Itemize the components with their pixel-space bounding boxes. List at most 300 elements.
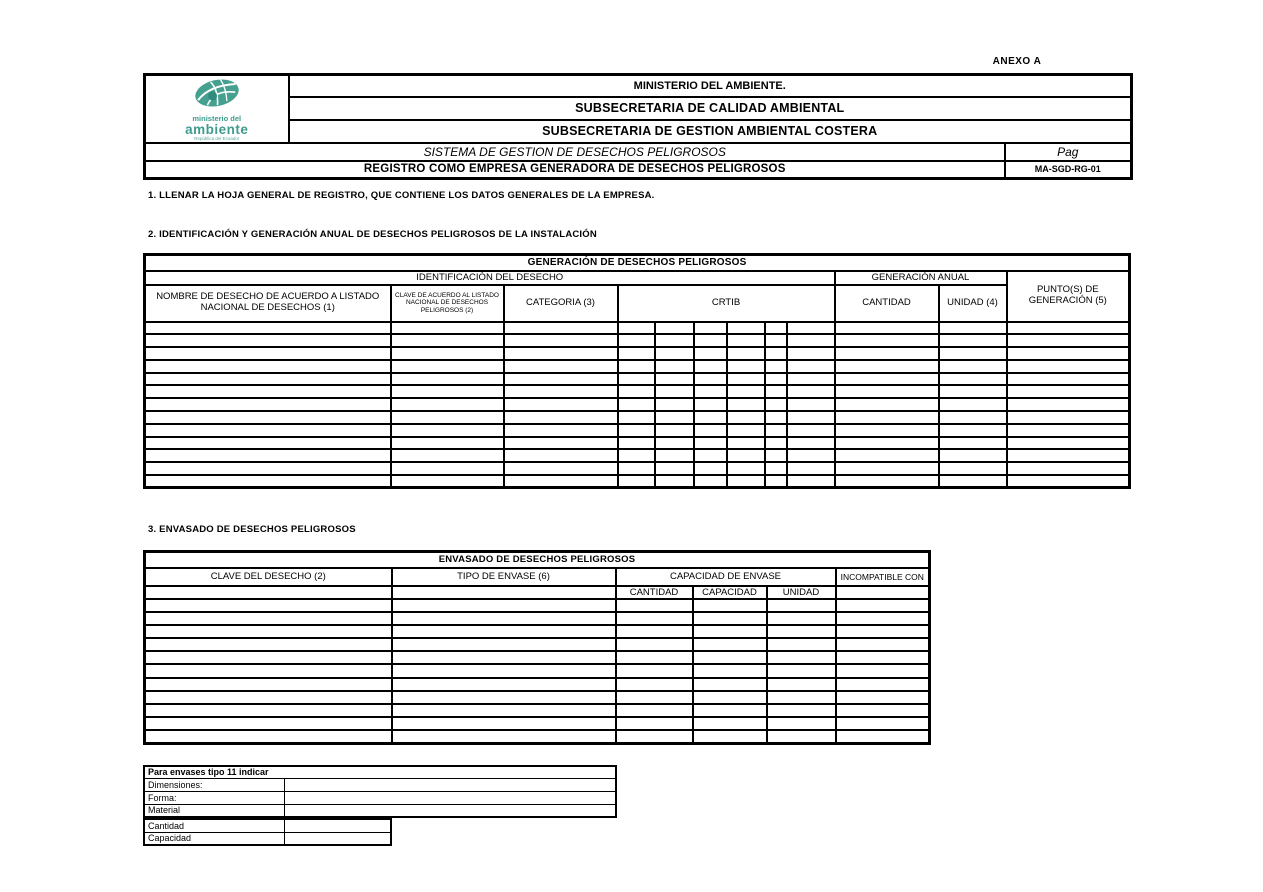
- empty-cell: [836, 599, 930, 612]
- empty-cell: [694, 411, 727, 424]
- empty-cell: [836, 664, 930, 677]
- empty-cell: [655, 424, 694, 437]
- empty-cell: [145, 411, 391, 424]
- empty-cell: [727, 360, 765, 373]
- empty-cell: [392, 704, 616, 717]
- empty-cell: [616, 678, 693, 691]
- empty-row: [145, 678, 930, 691]
- empty-cell: [504, 347, 618, 360]
- empty-cell: [787, 373, 835, 386]
- empty-cell: [655, 322, 694, 335]
- empty-cell: [618, 449, 655, 462]
- empty-cell: [765, 322, 787, 335]
- empty-cell: [145, 678, 392, 691]
- empty-cell: [693, 704, 767, 717]
- empty-cell: [765, 347, 787, 360]
- empty-cell: [655, 437, 694, 450]
- subcolumn-capacidad: CAPACIDAD: [693, 586, 767, 599]
- empty-cell: [616, 717, 693, 730]
- empty-cell: [727, 437, 765, 450]
- empty-cell: [765, 398, 787, 411]
- generation-table: [143, 253, 1131, 489]
- empty-cell: [392, 612, 616, 625]
- empty-cell: [836, 612, 930, 625]
- empty-cell: [655, 411, 694, 424]
- empty-cell: [693, 625, 767, 638]
- empty-cell: [727, 373, 765, 386]
- empty-row: [145, 385, 1130, 398]
- empty-cell: [618, 411, 655, 424]
- empty-cell: [727, 322, 765, 335]
- header-form-code: MA-SGD-RG-01: [1005, 161, 1132, 179]
- empty-cell: [504, 411, 618, 424]
- empty-cell: [391, 411, 504, 424]
- empty-cell: [391, 347, 504, 360]
- empty-row: [145, 424, 1130, 437]
- empty-cell: [836, 730, 930, 743]
- packaging-table: [143, 550, 931, 745]
- empty-cell: [694, 449, 727, 462]
- empty-cell: [504, 462, 618, 475]
- empty-cell: [835, 360, 939, 373]
- empty-cell: [693, 664, 767, 677]
- empty-cell: [655, 385, 694, 398]
- empty-cell: [694, 424, 727, 437]
- subheader-empty-clave: [145, 586, 392, 599]
- empty-row: [145, 360, 1130, 373]
- empty-cell: [727, 424, 765, 437]
- empty-cell: [787, 462, 835, 475]
- envase-tipo11-table: [143, 765, 617, 818]
- empty-cell: [835, 449, 939, 462]
- envase-tipo11-title: Para envases tipo 11 indicar: [144, 766, 616, 778]
- empty-cell: [693, 730, 767, 743]
- empty-row: [145, 437, 1130, 450]
- envase-tipo11-table-extra: [143, 818, 392, 846]
- empty-cell: [836, 717, 930, 730]
- empty-cell: [145, 475, 391, 488]
- empty-cell: [145, 360, 391, 373]
- empty-cell: [765, 475, 787, 488]
- empty-cell: [693, 599, 767, 612]
- empty-cell: [655, 347, 694, 360]
- empty-cell: [765, 462, 787, 475]
- empty-cell: [145, 437, 391, 450]
- label-cantidad: Cantidad: [144, 819, 284, 832]
- subheader-empty-tipo: [392, 586, 616, 599]
- empty-cell: [618, 334, 655, 347]
- empty-cell: [835, 385, 939, 398]
- label-capacidad: Capacidad: [144, 832, 284, 845]
- empty-cell: [391, 475, 504, 488]
- empty-cell: [694, 347, 727, 360]
- empty-row: [145, 730, 930, 743]
- empty-cell: [765, 449, 787, 462]
- empty-row: [145, 449, 1130, 462]
- empty-cell: [767, 678, 836, 691]
- empty-cell: [765, 424, 787, 437]
- empty-cell: [1007, 424, 1130, 437]
- empty-cell: [145, 599, 392, 612]
- empty-cell: [392, 638, 616, 651]
- column-categoria: CATEGORIA (3): [504, 285, 618, 322]
- header-form-title: REGISTRO COMO EMPRESA GENERADORA DE DESECHOS PELIGROSOS: [145, 161, 1005, 179]
- empty-cell: [1007, 347, 1130, 360]
- empty-cell: [765, 334, 787, 347]
- empty-cell: [727, 334, 765, 347]
- empty-cell: [504, 449, 618, 462]
- empty-cell: [391, 322, 504, 335]
- column-crtib: CRTIB: [618, 285, 835, 322]
- empty-row: [145, 462, 1130, 475]
- empty-row: [145, 373, 1130, 386]
- empty-cell: [1007, 411, 1130, 424]
- empty-cell: [391, 360, 504, 373]
- empty-cell: [391, 449, 504, 462]
- empty-cell: [836, 625, 930, 638]
- empty-cell: [787, 437, 835, 450]
- empty-row: [145, 347, 1130, 360]
- empty-cell: [145, 717, 392, 730]
- empty-cell: [767, 625, 836, 638]
- empty-cell: [939, 449, 1007, 462]
- empty-row: [145, 612, 930, 625]
- empty-cell: [145, 398, 391, 411]
- empty-cell: [145, 347, 391, 360]
- label-dimensiones: Dimensiones:: [144, 778, 284, 791]
- empty-cell: [787, 411, 835, 424]
- empty-cell: [1007, 437, 1130, 450]
- value-cantidad: [284, 819, 391, 832]
- empty-cell: [767, 664, 836, 677]
- empty-cell: [616, 638, 693, 651]
- empty-row: [145, 475, 1130, 488]
- empty-cell: [618, 424, 655, 437]
- empty-cell: [504, 437, 618, 450]
- empty-cell: [787, 424, 835, 437]
- empty-cell: [787, 347, 835, 360]
- empty-cell: [145, 462, 391, 475]
- empty-cell: [694, 475, 727, 488]
- empty-cell: [765, 373, 787, 386]
- ministry-logo: [145, 75, 289, 143]
- empty-row: [145, 625, 930, 638]
- empty-cell: [618, 462, 655, 475]
- logo-text-line1: ministerio del: [192, 114, 242, 123]
- empty-cell: [655, 398, 694, 411]
- empty-cell: [767, 651, 836, 664]
- empty-cell: [727, 398, 765, 411]
- column-incompatible-con: INCOMPATIBLE CON: [836, 568, 930, 586]
- empty-cell: [145, 612, 392, 625]
- empty-cell: [765, 385, 787, 398]
- empty-cell: [145, 385, 391, 398]
- group-capacidad-envase: CAPACIDAD DE ENVASE: [616, 568, 836, 586]
- empty-cell: [787, 360, 835, 373]
- empty-cell: [504, 334, 618, 347]
- empty-cell: [392, 651, 616, 664]
- value-dimensiones: [284, 778, 616, 791]
- empty-cell: [939, 347, 1007, 360]
- empty-cell: [1007, 475, 1130, 488]
- empty-cell: [145, 704, 392, 717]
- instruction-step2: 2. IDENTIFICACIÓN Y GENERACIÓN ANUAL DE DESECHOS PELIGROSOS DE LA INSTALACIÓN: [148, 229, 597, 240]
- empty-row: [145, 599, 930, 612]
- empty-cell: [694, 373, 727, 386]
- empty-cell: [392, 599, 616, 612]
- empty-cell: [836, 678, 930, 691]
- logo-text-line3: República del Ecuador: [194, 136, 240, 141]
- empty-cell: [939, 334, 1007, 347]
- empty-cell: [392, 691, 616, 704]
- empty-cell: [655, 334, 694, 347]
- empty-cell: [391, 373, 504, 386]
- group-identificacion: IDENTIFICACIÓN DEL DESECHO: [145, 271, 835, 285]
- empty-cell: [727, 385, 765, 398]
- empty-cell: [765, 360, 787, 373]
- packaging-table-body: [145, 599, 930, 744]
- empty-cell: [939, 373, 1007, 386]
- empty-cell: [504, 424, 618, 437]
- empty-cell: [504, 360, 618, 373]
- empty-cell: [939, 462, 1007, 475]
- empty-cell: [693, 638, 767, 651]
- empty-cell: [1007, 462, 1130, 475]
- empty-cell: [391, 334, 504, 347]
- empty-cell: [145, 625, 392, 638]
- empty-cell: [727, 462, 765, 475]
- empty-cell: [1007, 398, 1130, 411]
- empty-cell: [392, 625, 616, 638]
- empty-cell: [835, 475, 939, 488]
- header-system: SISTEMA DE GESTION DE DESECHOS PELIGROSOS: [145, 143, 1005, 161]
- column-cantidad: CANTIDAD: [835, 285, 939, 322]
- empty-cell: [145, 449, 391, 462]
- label-forma: Forma:: [144, 791, 284, 804]
- empty-cell: [504, 322, 618, 335]
- column-unidad: UNIDAD (4): [939, 285, 1007, 322]
- empty-cell: [616, 625, 693, 638]
- empty-cell: [694, 334, 727, 347]
- empty-cell: [616, 599, 693, 612]
- empty-cell: [618, 360, 655, 373]
- empty-cell: [616, 651, 693, 664]
- empty-cell: [618, 437, 655, 450]
- empty-cell: [727, 411, 765, 424]
- empty-cell: [504, 373, 618, 386]
- header-ministry: MINISTERIO DEL AMBIENTE.: [289, 75, 1132, 98]
- empty-cell: [694, 360, 727, 373]
- empty-cell: [1007, 322, 1130, 335]
- empty-cell: [767, 704, 836, 717]
- empty-cell: [939, 437, 1007, 450]
- generation-table-title: GENERACIÓN DE DESECHOS PELIGROSOS: [145, 255, 1130, 271]
- empty-cell: [939, 398, 1007, 411]
- empty-cell: [767, 717, 836, 730]
- empty-cell: [727, 347, 765, 360]
- empty-cell: [767, 730, 836, 743]
- globe-leaf-icon: [191, 76, 243, 114]
- empty-cell: [145, 730, 392, 743]
- empty-row: [145, 334, 1130, 347]
- empty-cell: [655, 449, 694, 462]
- subcolumn-unidad: UNIDAD: [767, 586, 836, 599]
- instruction-step3: 3. ENVASADO DE DESECHOS PELIGROSOS: [148, 524, 356, 535]
- empty-cell: [1007, 360, 1130, 373]
- header-subsecretaria-costera: SUBSECRETARIA DE GESTION AMBIENTAL COSTERA: [289, 120, 1132, 143]
- empty-cell: [693, 678, 767, 691]
- value-forma: [284, 791, 616, 804]
- empty-cell: [392, 730, 616, 743]
- empty-cell: [693, 651, 767, 664]
- empty-cell: [616, 704, 693, 717]
- empty-cell: [1007, 334, 1130, 347]
- generation-table-body: [145, 322, 1130, 488]
- empty-cell: [145, 373, 391, 386]
- empty-cell: [694, 462, 727, 475]
- column-puntos-generacion: PUNTO(S) DE GENERACIÓN (5): [1007, 271, 1130, 322]
- empty-cell: [1007, 449, 1130, 462]
- empty-cell: [145, 651, 392, 664]
- empty-cell: [616, 664, 693, 677]
- empty-cell: [835, 347, 939, 360]
- empty-cell: [504, 475, 618, 488]
- empty-row: [145, 638, 930, 651]
- empty-cell: [836, 651, 930, 664]
- group-generacion-anual: GENERACIÓN ANUAL: [835, 271, 1007, 285]
- empty-row: [145, 717, 930, 730]
- header-table: [143, 73, 1133, 180]
- label-material: Material: [144, 804, 284, 817]
- empty-cell: [655, 462, 694, 475]
- empty-cell: [835, 424, 939, 437]
- header-subsecretaria-calidad: SUBSECRETARIA DE CALIDAD AMBIENTAL: [289, 97, 1132, 120]
- empty-cell: [787, 475, 835, 488]
- empty-cell: [616, 691, 693, 704]
- value-capacidad: [284, 832, 391, 845]
- empty-row: [145, 664, 930, 677]
- empty-row: [145, 691, 930, 704]
- column-tipo-envase: TIPO DE ENVASE (6): [392, 568, 616, 586]
- header-pag-label: Pag: [1005, 143, 1132, 161]
- empty-cell: [145, 424, 391, 437]
- empty-cell: [145, 334, 391, 347]
- empty-cell: [392, 664, 616, 677]
- empty-cell: [391, 398, 504, 411]
- empty-cell: [835, 462, 939, 475]
- value-material: [284, 804, 616, 817]
- empty-row: [145, 651, 930, 664]
- empty-cell: [765, 437, 787, 450]
- empty-cell: [835, 334, 939, 347]
- empty-cell: [693, 612, 767, 625]
- empty-cell: [655, 360, 694, 373]
- instruction-step1: 1. LLENAR LA HOJA GENERAL DE REGISTRO, QUE CONTIENE LOS DATOS GENERALES DE LA EMPRESA.: [148, 190, 655, 201]
- empty-cell: [767, 599, 836, 612]
- empty-cell: [767, 612, 836, 625]
- empty-cell: [145, 322, 391, 335]
- empty-cell: [767, 638, 836, 651]
- empty-cell: [392, 717, 616, 730]
- empty-cell: [392, 678, 616, 691]
- empty-cell: [767, 691, 836, 704]
- empty-cell: [694, 322, 727, 335]
- empty-cell: [835, 398, 939, 411]
- empty-cell: [504, 398, 618, 411]
- empty-cell: [835, 411, 939, 424]
- empty-cell: [939, 411, 1007, 424]
- empty-cell: [1007, 385, 1130, 398]
- empty-cell: [727, 449, 765, 462]
- empty-cell: [939, 475, 1007, 488]
- empty-row: [145, 411, 1130, 424]
- empty-cell: [939, 360, 1007, 373]
- empty-cell: [787, 322, 835, 335]
- empty-cell: [836, 691, 930, 704]
- empty-cell: [787, 334, 835, 347]
- empty-cell: [616, 612, 693, 625]
- empty-cell: [765, 411, 787, 424]
- empty-row: [145, 398, 1130, 411]
- empty-cell: [145, 691, 392, 704]
- empty-cell: [391, 424, 504, 437]
- column-clave-desecho: CLAVE DE ACUERDO AL LISTADO NACIONAL DE DESECHOS PELIGROSOS (2): [391, 285, 504, 322]
- logo-text-line2: ambiente: [185, 121, 249, 137]
- column-clave-del-desecho: CLAVE DEL DESECHO (2): [145, 568, 392, 586]
- empty-row: [145, 704, 930, 717]
- empty-cell: [787, 398, 835, 411]
- empty-cell: [694, 437, 727, 450]
- empty-cell: [693, 691, 767, 704]
- empty-cell: [145, 664, 392, 677]
- empty-cell: [836, 638, 930, 651]
- empty-cell: [618, 385, 655, 398]
- empty-cell: [787, 449, 835, 462]
- empty-cell: [694, 398, 727, 411]
- empty-cell: [391, 462, 504, 475]
- empty-cell: [694, 385, 727, 398]
- empty-cell: [618, 373, 655, 386]
- empty-cell: [836, 704, 930, 717]
- empty-cell: [787, 385, 835, 398]
- empty-cell: [835, 437, 939, 450]
- column-nombre-desecho: NOMBRE DE DESECHO DE ACUERDO A LISTADO NACIONAL DE DESECHOS (1): [145, 285, 391, 322]
- empty-cell: [391, 437, 504, 450]
- empty-cell: [391, 385, 504, 398]
- empty-row: [145, 322, 1130, 335]
- empty-cell: [939, 424, 1007, 437]
- empty-cell: [727, 475, 765, 488]
- anexo-label: ANEXO A: [992, 56, 1042, 67]
- empty-cell: [835, 322, 939, 335]
- empty-cell: [618, 475, 655, 488]
- empty-cell: [504, 385, 618, 398]
- empty-cell: [835, 373, 939, 386]
- empty-cell: [693, 717, 767, 730]
- empty-cell: [145, 638, 392, 651]
- empty-cell: [655, 475, 694, 488]
- empty-cell: [618, 398, 655, 411]
- empty-cell: [616, 730, 693, 743]
- packaging-table-title: ENVASADO DE DESECHOS PELIGROSOS: [145, 552, 930, 568]
- empty-cell: [1007, 373, 1130, 386]
- empty-cell: [939, 322, 1007, 335]
- empty-cell: [618, 347, 655, 360]
- empty-cell: [939, 385, 1007, 398]
- subcolumn-cantidad: CANTIDAD: [616, 586, 693, 599]
- empty-cell: [655, 373, 694, 386]
- empty-cell: [618, 322, 655, 335]
